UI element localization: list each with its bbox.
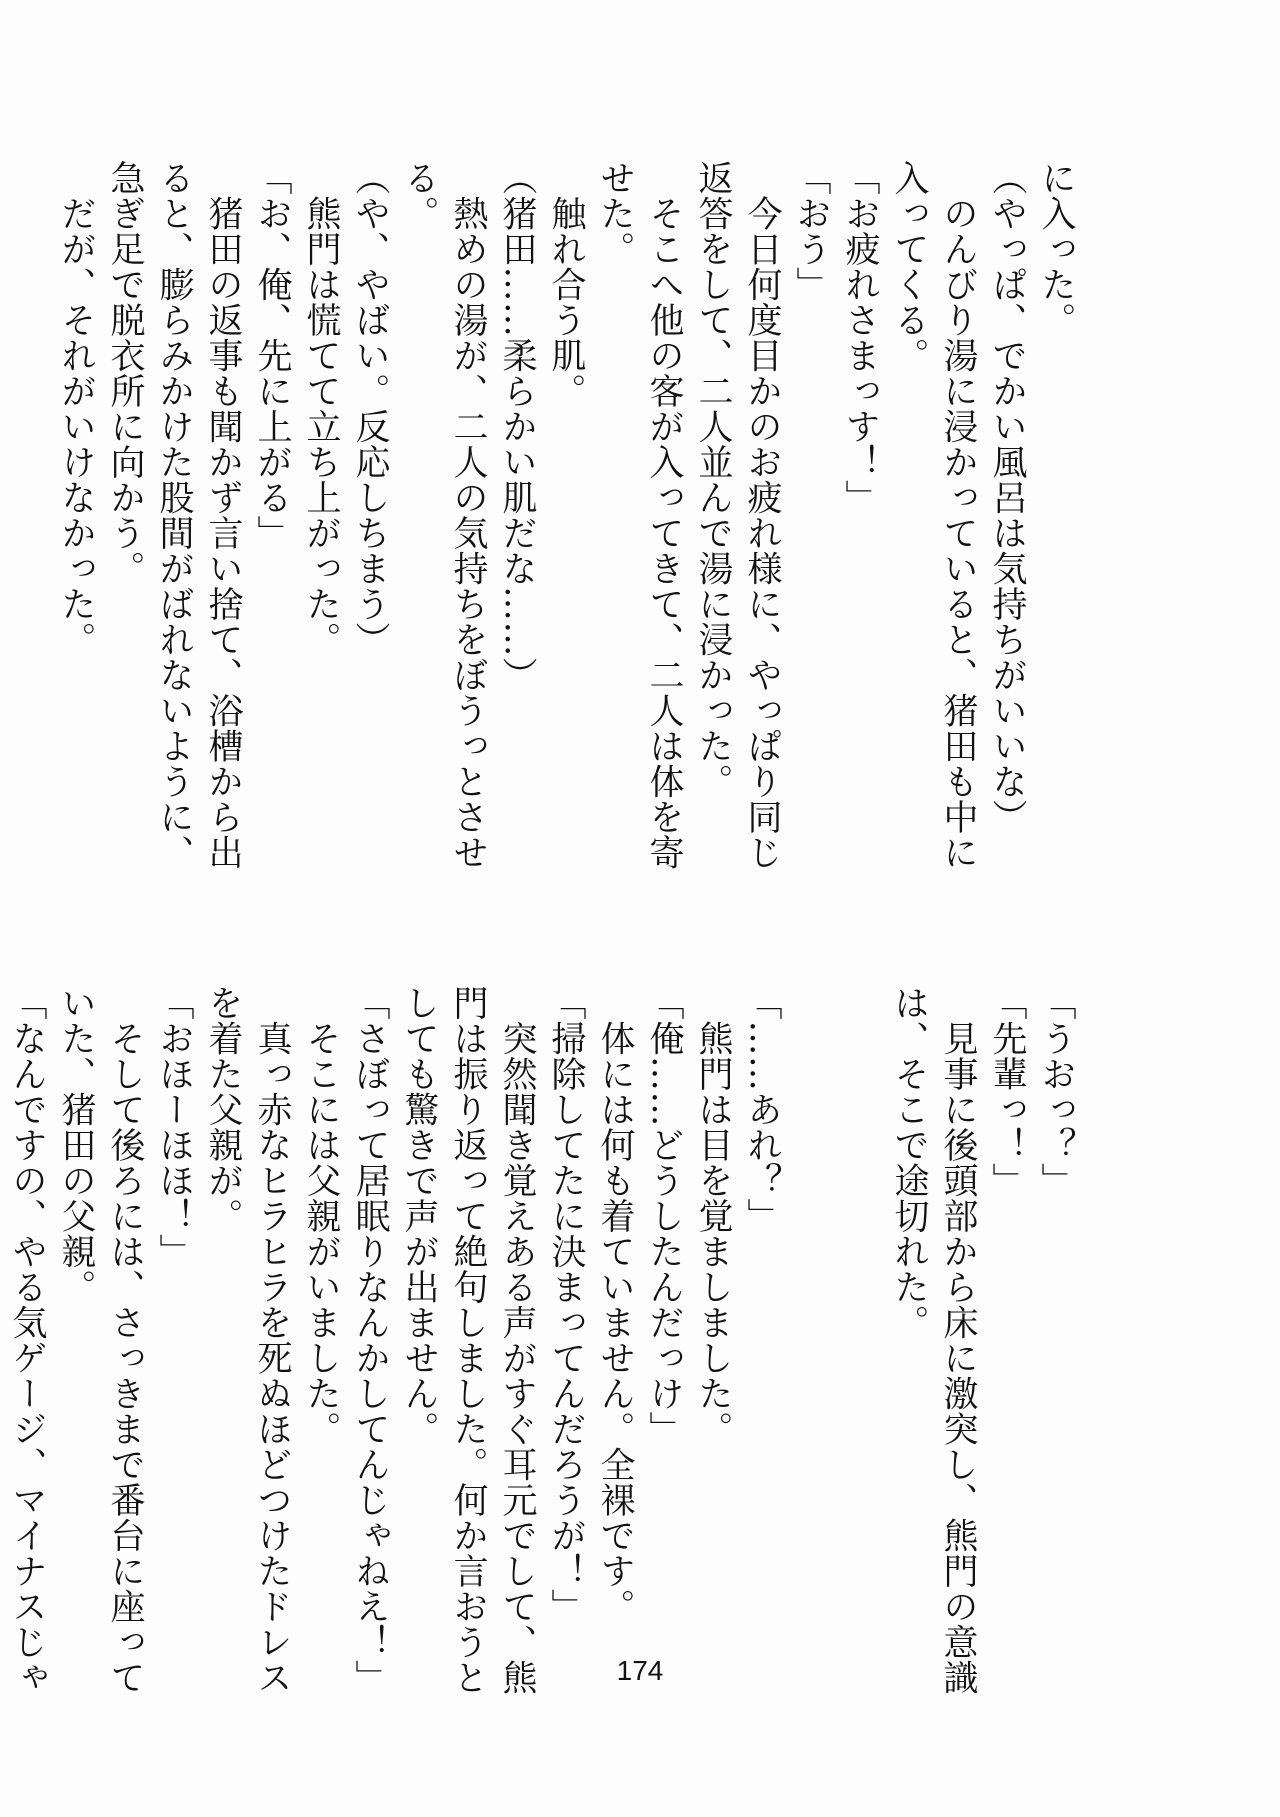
text-line: 熊門は慌てて立ち上がった。 (301, 160, 341, 657)
text-line: そこには父親がいました。 (301, 985, 341, 1447)
text-line: そこへ他の客が入ってきて、二人は体を寄 (644, 160, 684, 870)
text-line: は、そこで途切れた。 (889, 985, 929, 1340)
text-line: 今日何度目かのお疲れ様に、やっぱり同じ (742, 160, 782, 870)
text-line: （やっぱ、でかい風呂は気持ちがいいな） (987, 160, 1027, 835)
page-number: 174 (616, 1655, 664, 1686)
text-line: 「……あれ？」 (742, 985, 782, 1234)
text-line: 入ってくる。 (889, 160, 929, 373)
text-line: る。 (399, 160, 439, 231)
text-line: 「おう」 (791, 160, 831, 302)
text-line: そして後ろには、さっきまで番台に座って (105, 985, 145, 1695)
text-line: 「うおっ？」 (1036, 985, 1076, 1198)
text-line: （猪田……柔らかい肌だな……） (497, 160, 537, 693)
text-line: を着た父親が。 (203, 985, 243, 1234)
text-line: 体には何も着ていません。全裸です。 (595, 985, 635, 1624)
text-line (786, 985, 835, 1505)
text-line: 触れ合う肌。 (546, 160, 586, 409)
text-line: 猪田の返事も聞かず言い捨て、浴槽から出 (203, 160, 243, 870)
text-line: 熱めの湯が、二人の気持ちをぼうっとさせ (448, 160, 488, 870)
text-line (2, 160, 51, 880)
text-line: しても驚きで声が出ません。 (399, 985, 439, 1447)
text-line: ると、膨らみかけた股間がばれないように、 (154, 160, 194, 870)
text-line: 「お、俺、先に上がる」 (252, 160, 292, 551)
text-line: 突然聞き覚えある声がすぐ耳元でして、熊 (497, 985, 537, 1695)
text-line (0, 985, 2, 1505)
text-line: 真っ赤なヒラヒラを死ぬほどつけたドレス (252, 985, 292, 1695)
text-line: 「先輩っ！」 (987, 985, 1027, 1198)
text-line: に入った。 (1036, 160, 1076, 338)
text-line: 熊門は目を覚ましました。 (693, 985, 733, 1447)
text-line: いた、猪田の父親。 (56, 985, 96, 1305)
text-line: 「お疲れさまっす！」 (840, 160, 880, 515)
text-line (0, 160, 2, 880)
text-line (835, 985, 884, 1505)
text-line: だが、それがいけなかった。 (56, 160, 96, 657)
text-line: （や、やばい。反応しちまう） (350, 160, 390, 657)
text-line: 「おほーほほ！」 (154, 985, 194, 1269)
text-line: 門は振り返って絶句しました。何か言おうと (448, 985, 488, 1695)
text-block-top (0, 160, 1080, 880)
text-line: 「俺……どうしたんだっけ」 (644, 985, 684, 1447)
text-line: 「掃除してたに決まってんだろうが！」 (546, 985, 586, 1624)
text-line: 急ぎ足で脱衣所に向かう。 (105, 160, 145, 586)
text-line: 見事に後頭部から床に激突し、熊門の意識 (938, 985, 978, 1695)
text-line: のんびり湯に浸かっていると、猪田も中に (938, 160, 978, 870)
text-line: せた。 (595, 160, 635, 267)
text-line: 返答をして、二人並んで湯に浸かった。 (693, 160, 733, 799)
text-line: 「さぼって居眠りなんかしてんじゃねえ！」 (350, 985, 390, 1695)
text-line: 「なんですの、やる気ゲージ、マイナスじゃ (7, 985, 47, 1695)
